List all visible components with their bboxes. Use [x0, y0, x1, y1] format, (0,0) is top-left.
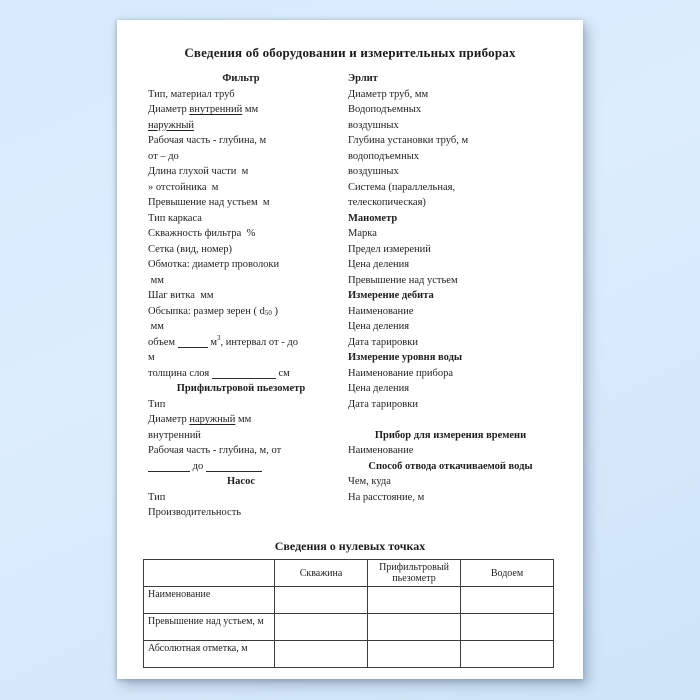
form-text: м: [260, 197, 270, 208]
table-row-label: Абсолютная отметка, м: [144, 641, 275, 668]
form-line: [348, 443, 553, 459]
form-line: [348, 149, 553, 165]
form-text: м: [207, 336, 217, 348]
form-text: Диаметр: [148, 104, 190, 115]
form-line: [148, 149, 334, 165]
form-text: Тип: [148, 491, 169, 503]
form-line: [148, 211, 334, 227]
form-text: Наименование прибора: [348, 367, 456, 379]
form-line: [348, 226, 553, 242]
table-cell: [461, 641, 554, 668]
form-text: наружный: [189, 414, 236, 425]
form-line: [148, 443, 334, 459]
table-row: [144, 641, 554, 668]
form-text: объем: [148, 336, 178, 348]
left-column: [148, 71, 334, 521]
form-text: Чем, куда: [348, 476, 394, 487]
form-line: [148, 459, 334, 475]
form-line: [148, 195, 334, 211]
table-column-header: Скважина: [275, 560, 368, 587]
form-text: Рабочая часть - глубина, м, от: [148, 445, 282, 456]
zero-points-title: Сведения о нулевых точках: [274, 539, 426, 553]
section-heading: Измерение уровня воды: [348, 352, 463, 363]
form-text: » отстойника: [148, 181, 210, 193]
table-column-header: Водоем: [461, 560, 554, 587]
section-heading: Манометр: [348, 212, 398, 224]
form-text: 50: [264, 309, 272, 317]
section-heading: Эрлит: [348, 73, 378, 84]
form-text: Сетка (вид, номер): [148, 243, 235, 255]
form-text: мм: [148, 274, 164, 286]
zero-points-table: [143, 559, 554, 668]
form-text: Цена деления: [348, 383, 412, 394]
form-sheet: [117, 20, 583, 679]
form-line: [348, 87, 553, 103]
form-line: [348, 319, 553, 335]
section-heading: Насос: [227, 476, 255, 487]
form-text: , интервал от - до: [220, 336, 298, 348]
form-text: Шаг витка: [148, 290, 198, 301]
table-row-label: Превышение над устьем, м: [144, 614, 275, 641]
table-row: [144, 587, 554, 614]
form-text: ): [271, 305, 278, 317]
form-text: Глубина установки труб, м: [348, 135, 469, 146]
table-cell: [368, 587, 461, 614]
form-text: толщина слоя: [148, 367, 212, 379]
form-text: Дата тарировки: [348, 336, 421, 348]
form-text: Цена деления: [348, 321, 412, 332]
table-cell: [275, 641, 368, 668]
form-line: [348, 490, 553, 506]
form-line: [148, 412, 334, 428]
form-line: [148, 304, 334, 320]
form-line: [348, 180, 553, 196]
section-heading: Прифильтровой пьезометр: [176, 383, 306, 394]
form-line: [148, 335, 334, 351]
form-line: [348, 397, 553, 413]
form-text: Марка: [348, 228, 380, 239]
form-text: Водоподъемных: [348, 104, 424, 115]
table-cell: [368, 614, 461, 641]
document-title: Сведения об оборудовании и измерительных приборах: [184, 45, 516, 60]
form-text: Рабочая часть - глубина, м: [148, 135, 267, 146]
form-text: воздушных: [348, 119, 399, 131]
form-text: Цена деления: [348, 259, 412, 270]
form-text: водоподъемных: [348, 150, 422, 162]
table-cell: [275, 614, 368, 641]
section-heading: Прибор для измерения времени: [374, 429, 527, 441]
form-line: [348, 118, 553, 134]
form-line: [148, 133, 334, 149]
form-text: Диаметр труб, мм: [348, 88, 429, 100]
form-text: Скважность фильтра: [148, 228, 244, 239]
form-line: [148, 397, 334, 413]
blank-field: [148, 459, 190, 472]
form-line: [148, 490, 334, 506]
form-text: мм: [148, 321, 164, 332]
form-line: [348, 195, 553, 211]
form-line: [148, 366, 334, 382]
table-header-row: [144, 560, 554, 587]
form-text: наружный: [148, 119, 195, 131]
form-text: м: [148, 352, 155, 363]
form-text: до: [190, 460, 206, 472]
table-corner-cell: [144, 560, 275, 587]
form-text: телескопическая): [348, 197, 429, 208]
form-line: [148, 180, 334, 196]
form-line: [348, 242, 553, 258]
form-text: Дата тарировки: [348, 398, 421, 410]
form-line: [148, 164, 334, 180]
form-text: мм: [197, 290, 214, 301]
form-text: м: [238, 166, 249, 177]
form-line: [148, 319, 334, 335]
form-line: [148, 428, 334, 444]
form-line: [348, 366, 553, 382]
form-line: [348, 257, 553, 273]
form-line: [348, 474, 553, 490]
table-cell: [461, 587, 554, 614]
table-cell: [461, 614, 554, 641]
blank-field: [212, 366, 276, 379]
form-text: внутренний: [189, 104, 243, 115]
right-column: [348, 71, 553, 505]
table-cell: [368, 641, 461, 668]
form-text: Превышение над устьем: [148, 197, 261, 208]
form-line: [148, 505, 334, 521]
blank-field: [178, 335, 208, 348]
form-text: от – до: [148, 150, 182, 162]
blank-field: [206, 459, 262, 472]
form-line: [148, 288, 334, 304]
form-text: Обсыпка: размер зерен ( d: [148, 305, 265, 317]
form-text: см: [275, 367, 290, 379]
form-line: [148, 257, 334, 273]
form-text: Обмотка: диаметр проволоки: [148, 259, 280, 270]
section-heading: Фильтр: [222, 73, 260, 84]
form-text: м: [209, 181, 219, 193]
form-line: [148, 350, 334, 366]
form-text: Тип каркаса: [148, 212, 205, 224]
table-row: [144, 614, 554, 641]
section-heading: Измерение дебита: [348, 290, 434, 301]
table-column-header: Прифильтровый пьезометр: [368, 560, 461, 587]
form-line: [348, 335, 553, 351]
form-text: Тип: [148, 398, 169, 410]
form-text: Система (параллельная,: [348, 181, 456, 193]
form-text: внутренний: [148, 429, 201, 441]
form-text: На расстояние, м: [348, 491, 427, 503]
form-text: Диаметр: [148, 414, 190, 425]
form-line: [348, 164, 553, 180]
form-text: мм: [242, 104, 259, 115]
form-line: [348, 273, 553, 289]
form-line: [348, 304, 553, 320]
form-line: [148, 118, 334, 134]
form-line: [148, 102, 334, 118]
form-text: %: [243, 228, 256, 239]
form-text: Тип, материал труб: [148, 88, 238, 100]
form-line: [148, 242, 334, 258]
form-text: Производительность: [148, 507, 244, 518]
form-text: Наименование: [348, 305, 417, 317]
form-line: [348, 133, 553, 149]
form-line: [148, 87, 334, 103]
form-text: Длина глухой части: [148, 166, 239, 177]
form-text: Превышение над устьем: [348, 274, 461, 286]
form-text: Предел измерений: [348, 243, 434, 255]
section-heading: Способ отвода откачиваемой воды: [368, 460, 533, 472]
form-text: мм: [235, 414, 252, 425]
form-line: [348, 102, 553, 118]
table-cell: [275, 587, 368, 614]
spacer-line: [348, 412, 553, 428]
form-text: воздушных: [348, 166, 399, 177]
form-line: [148, 226, 334, 242]
form-line: [348, 381, 553, 397]
form-text: Наименование: [348, 445, 417, 456]
form-line: [148, 273, 334, 289]
table-row-label: Наименование: [144, 587, 275, 614]
form-text: 3: [216, 334, 221, 342]
